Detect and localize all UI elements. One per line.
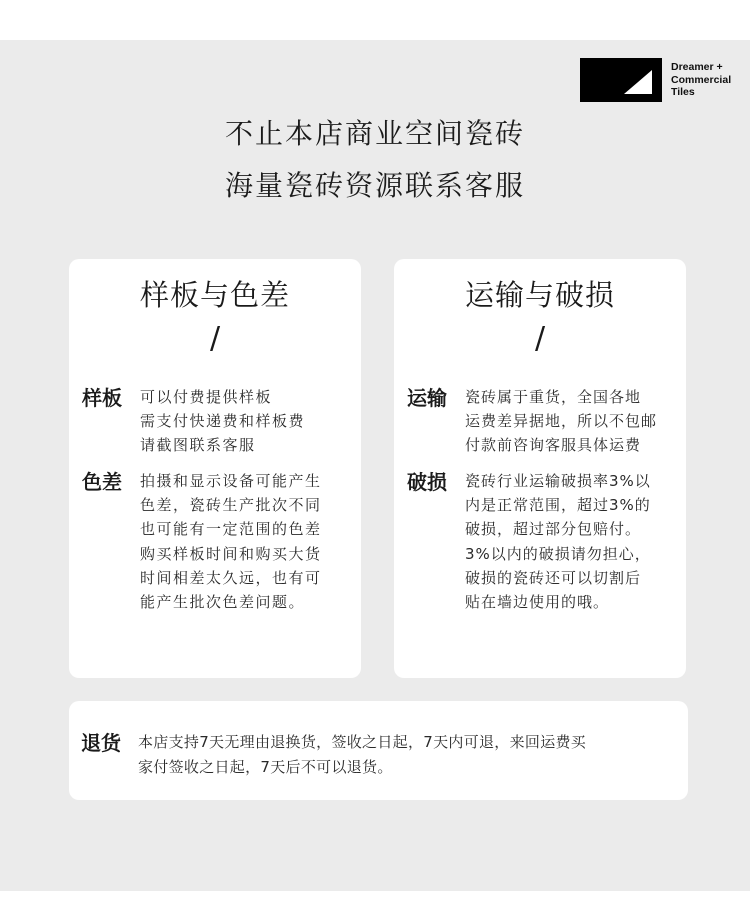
- text-line: 贴在墙边使用的哦。: [465, 593, 610, 612]
- text-line: 本店支持7天无理由退换货，签收之日起，7天内可退，来回运费买: [138, 733, 587, 751]
- shipping-damage-card: [394, 259, 686, 678]
- text-line: 购买样板时间和购买大货: [140, 544, 322, 563]
- row-text: [140, 385, 305, 458]
- text-line: 需支付快递费和样板费: [140, 412, 306, 431]
- info-row-returns: [81, 730, 586, 780]
- row-text: [465, 469, 651, 614]
- info-row-shipping: [407, 385, 678, 458]
- text-line: 内是正常范围，超过3%的: [465, 496, 651, 515]
- logo-mark-icon: [580, 58, 662, 102]
- returns-card: [69, 701, 688, 800]
- text-line: 拍摄和显示设备可能产生: [140, 472, 322, 490]
- text-line: 请截图联系客服: [140, 436, 256, 455]
- logo-wordmark: [671, 61, 731, 99]
- text-line: 付款前咨询客服具体运费: [465, 436, 642, 455]
- text-line: 瓷砖属于重货，全国各地: [465, 388, 642, 406]
- row-label: 样板: [82, 386, 122, 410]
- text-line: 3%以内的破损请勿担心，: [465, 544, 651, 563]
- info-row-color-difference: [82, 469, 353, 614]
- headline-line-2: 海量瓷砖资源联系客服: [224, 169, 525, 202]
- text-line: 可以付费提供样板: [140, 388, 273, 406]
- row-text: [140, 469, 322, 614]
- row-text: [465, 385, 657, 458]
- text-line: 家付签收之日起，7天后不可以退货。: [138, 758, 393, 776]
- card-title: 样板与色差: [139, 278, 290, 312]
- text-line: 瓷砖行业运输破损率3%以: [465, 472, 651, 490]
- card-divider-slash: /: [209, 321, 221, 356]
- text-line: 破损的瓷砖还可以切割后: [465, 568, 642, 587]
- logo-line: Dreamer +: [671, 61, 723, 74]
- row-label: 退货: [81, 731, 121, 755]
- row-label: 色差: [82, 470, 122, 494]
- text-line: 能产生批次色差问题。: [140, 593, 306, 612]
- sample-color-card: [69, 259, 361, 678]
- brand-logo: [580, 58, 731, 102]
- text-line: 运费差异据地，所以不包邮: [465, 412, 658, 431]
- text-line: 破损，超过部分包赔付。: [465, 520, 642, 539]
- card-divider-slash: /: [534, 321, 546, 356]
- headline-line-1: 不止本店商业空间瓷砖: [224, 117, 525, 150]
- text-line: 也可能有一定范围的色差: [140, 520, 322, 539]
- text-line: 色差，瓷砖生产批次不同: [140, 496, 322, 515]
- page-background: [0, 40, 750, 891]
- logo-line: Commercial: [671, 73, 732, 86]
- info-row-damage: [407, 469, 678, 614]
- row-label: 破损: [407, 470, 447, 494]
- row-label: 运输: [407, 386, 447, 410]
- card-title: 运输与破损: [464, 278, 615, 312]
- info-row-sample: [82, 385, 353, 458]
- row-text: [138, 730, 586, 780]
- text-line: 时间相差太久远，也有可: [140, 568, 322, 587]
- logo-line: Tiles: [671, 86, 695, 99]
